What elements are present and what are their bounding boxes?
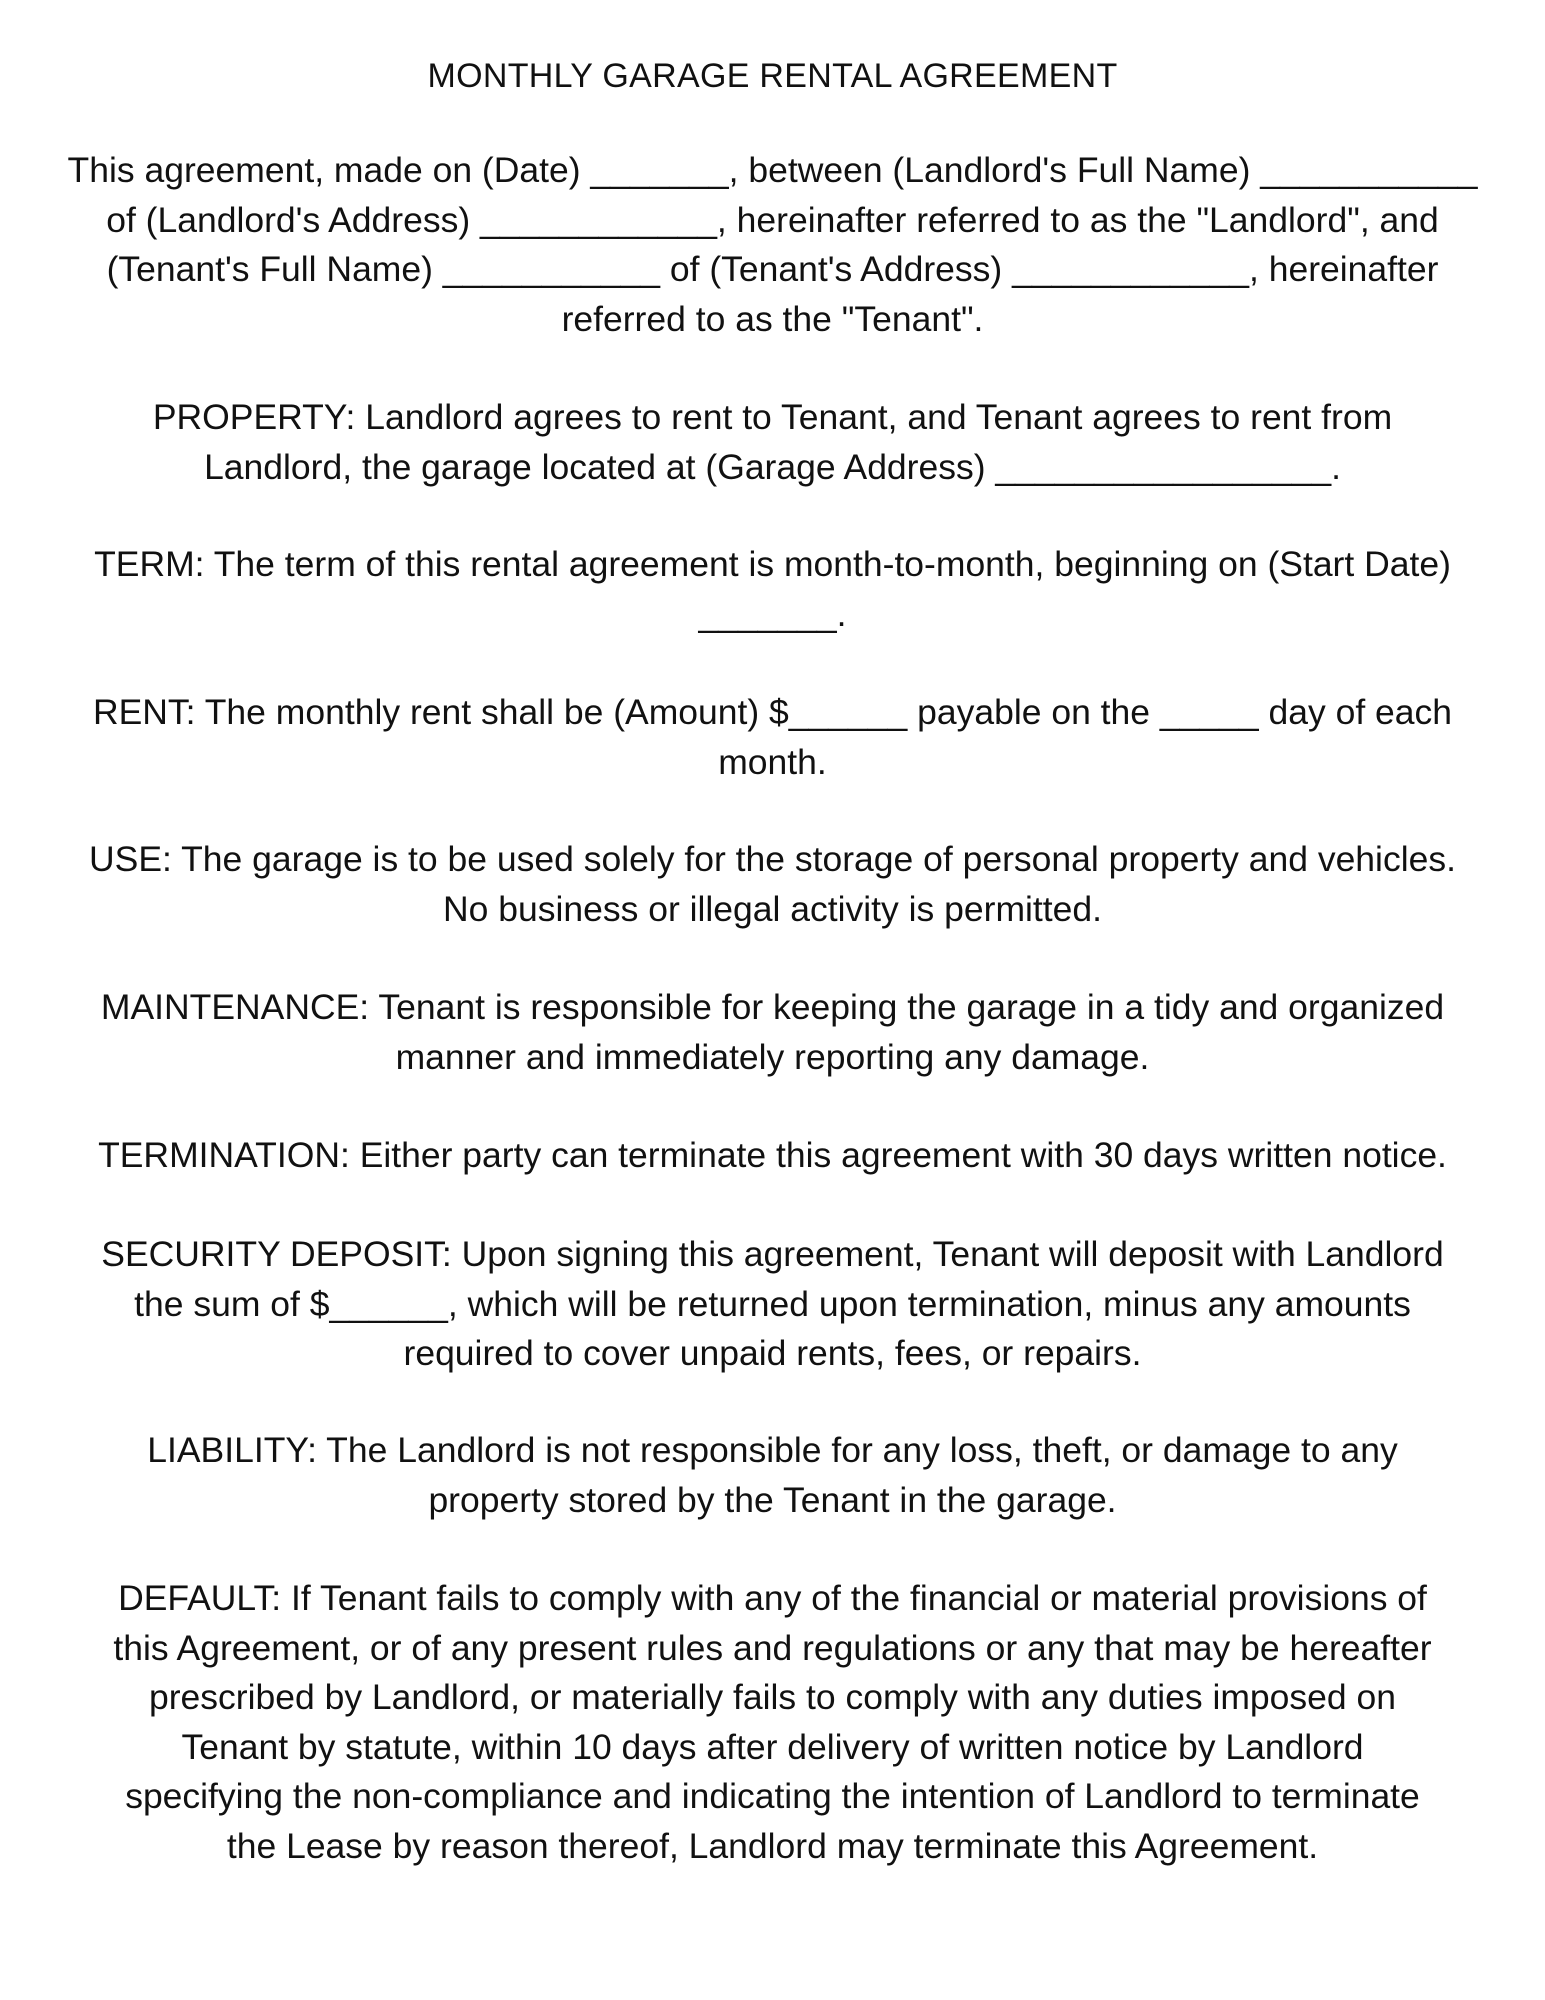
- use-clause: USE: The garage is to be used solely for the storage of personal property and vehicles. No business or illegal activity is permitted.: [89, 839, 1456, 929]
- property-clause: PROPERTY: Landlord agrees to rent to Tenant, and Tenant agrees to rent from Landlord, the garage located at (Garage Address) _________________.: [152, 397, 1393, 487]
- maintenance-clause: MAINTENANCE: Tenant is responsible for keeping the garage in a tidy and organized manner and immediately reporting any damage.: [100, 987, 1445, 1077]
- security-deposit-clause: SECURITY DEPOSIT: Upon signing this agreement, Tenant will deposit with Landlord the sum of $______, which will be returned upon termination, minus any amounts required to cover unpaid rents, fees, or repairs.: [101, 1234, 1444, 1373]
- default-clause: DEFAULT: If Tenant fails to comply with any of the financial or material provisions of this Agreement, or of any present rules and regulations or any that may be hereafter prescribed by Landlord, or materially fails to comply with any duties imposed on Tenant by statute, within 10 days after delivery of written notice by Landlord specifying the non-compliance and indicating the intention of Landlord to terminate the Lease by reason thereof, Landlord may terminate this Agreement.: [113, 1578, 1432, 1866]
- rent-clause: RENT: The monthly rent shall be (Amount) $______ payable on the _____ day of each month.: [92, 692, 1453, 782]
- document-title: MONTHLY GARAGE RENTAL AGREEMENT: [427, 57, 1118, 95]
- liability-clause: LIABILITY: The Landlord is not responsible for any loss, theft, or damage to any property stored by the Tenant in the garage.: [147, 1430, 1398, 1520]
- term-clause: TERM: The term of this rental agreement is month-to-month, beginning on (Start Date) _______.: [94, 544, 1451, 634]
- intro-paragraph: This agreement, made on (Date) _______, between (Landlord's Full Name) ___________ of (Landlord's Address) ____________, hereinafter referred to as the "Landlord", and (Tenant's Full Name) ___________ of (Tenant's Address) ____________, hereinafter referred to as the "Tenant".: [67, 150, 1478, 339]
- termination-clause: TERMINATION: Either party can terminate this agreement with 30 days written notice.: [98, 1135, 1447, 1175]
